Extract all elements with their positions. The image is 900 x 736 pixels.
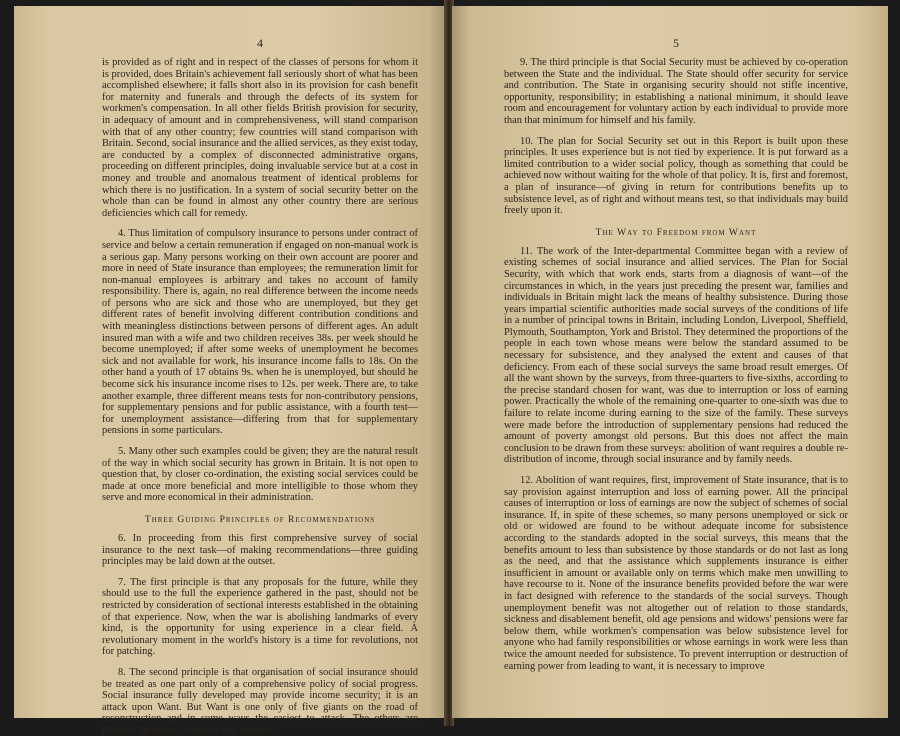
paragraph: 8. The second principle is that organisation of social insurance should be treated as one part only of a comprehensive policy of social progress. Social insurance fully developed may provide income security; it is an attack upon Want. But Want is one only of five giants on the road of reconstruction and in some ways the easiest to attack. The others are Disease, Ignorance, Squalor and Idleness. [102,666,418,736]
paragraph: 12. Abolition of want requires, first, improvement of State insurance, that is to say provision against interruption and loss of earning power. All the principal causes of interruption or loss of earnings are now the subject of schemes of social insurance. If, in spite of these schemes, so many persons unemployed or sick or old or widowed are found to be without adequate income for subsistence according to the standards adopted in the social surveys, this means that the benefits amount to less than subsistence by those standards or do not last as long as the need, and that the assistance which supplements insurance is either insufficient in amount or available only on terms which make men unwilling to have recourse to it. None of the insurance benefits provided before the war were in fact designed with reference to the standards of the social surveys. Though unemployment benefit was not altogether out of relation to those standards, sickness and disablement benefit, old age pensions and widows' pensions were far below them, while workmen's compensation was below subsistence level for anyone who had family responsibilities or whose earnings in work were less than twice the amount needed for subsistence. To prevent interruption or destruction of earning power from leading to want, it is necessary to improve [504,475,848,672]
paragraph: 11. The work of the Inter-departmental Committee began with a review of existing schemes of social insurance and allied services. The Plan for Social Security, with which that work ends, starts from a diagnosis of want—of the circumstances in which, in the years just preceding the present war, families and individuals in Britain might lack the means of healthy subsistence. During those years impartial scientific authorities made social surveys of the conditions of life in a number of principal towns in Britain, including London, Liverpool, Sheffield, Plymouth, Southampton, York and Bristol. They determined the proportions of the people in each town whose means were below the standard assumed to be necessary for subsistence, and they analysed the extent and causes of that deficiency. From each of these social surveys the same broad result emerges. Of all the want shown by the surveys, from three-quarters to five-sixths, according to the precise standard chosen for want, was due to interruption or loss of earning power. Practically the whole of the remaining one-quarter to one-sixth was due to failure to relate income during earning to the size of the family. These surveys were made before the introduction of supplementary pensions had reduced the amount of poverty amongst old persons. But this does not affect the main conclusion to be drawn from these surveys: abolition of want requires a double re-distribution of income, through social insurance and by family needs. [504,245,848,466]
page-number: 5 [673,36,679,50]
paragraph: 10. The plan for Social Security set out in this Report is built upon these principles. It uses experience but is not tied by experience. It is put forward as a limited contribution to a wider social policy, though as something that could be achieved now without waiting for the whole of that policy. It is, first and foremost, a plan of insurance—of giving in return for contributions benefits up to subsistence level, as of right and without means test, so that individuals may build freely upon it. [504,135,848,217]
paragraph: 6. In proceeding from this first comprehensive survey of social insurance to the next task—of making recommendations—three guiding principles may be laid down at the outset. [102,532,418,568]
paragraph: 7. The first principle is that any proposals for the future, while they should use to the full the experience gathered in the past, should not be restricted by consideration of sectional interests established in the obtaining of that experience. Now, when the war is abolishing landmarks of every kind, is the opportunity for using experience in a clear field. A revolutionary moment in the world's history is a time for revolutions, not for patching. [102,576,418,658]
right-page [452,6,888,718]
paragraph: 9. The third principle is that Social Security must be achieved by co-operation between the State and the individual. The State should offer security for service and contribution. The State in organising security should not stifle incentive, opportunity, responsibility; in establishing a national minimum, it should leave room and encouragement for voluntary action by each individual to provide more than that minimum for himself and his family. [504,57,848,126]
paragraph: is provided as of right and in respect of the classes of persons for whom it is provided, does Britain's achievement fall seriously short of what has been accomplished elsewhere; it falls short also in its provision for cash benefit for maternity and funerals and through the defects of its system for workmen's compensation. In all other fields British provision for security, in adequacy of amount and in comprehensiveness, will stand comparison with that of any other country; few countries will stand comparison with Britain. Second, social insurance and the allied services, as they exist today, are conducted by a complex of disconnected administrative organs, proceeding on different principles, doing invaluable service but at a cost in money and trouble and anomalous treatment of identical problems for which there is no justification. In a system of social security better on the whole than can be found in almost any other country there are serious deficiencies which call for remedy. [102,57,418,219]
paragraph: 4. Thus limitation of compulsory insurance to persons under contract of service and below a certain remuneration if engaged on non-manual work is a serious gap. Many persons working on their own account are poorer and more in need of State insurance than employees; the remuneration limit for non-manual employees is arbitrary and takes no account of family responsibility. There is, again, no real difference between the income needs of persons who are sick and those who are unemployed, but they get different rates of benefit involving different contribution conditions and with meaningless distinctions between persons of different ages. An adult insured man with a wife and two children receives 38s. per week should he become unemployed; if after some weeks of unemployment he becomes sick and not available for work, his insurance income falls to 18s. On the other hand a youth of 17 obtains 9s. when he is unemployed, but should he become sick his insurance income rises to 12s. per week. There are, to take another example, three different means tests for non-contributory pensions, for supplementary pensions and for public assistance, with a fourth test—for unemployment assistance—differing from that for supplementary pensions in some particulars. [102,228,418,437]
page-number: 4 [257,36,263,50]
section-heading: The Way to Freedom from Want [595,226,757,238]
left-page [14,6,446,736]
section-heading: Three Guiding Principles of Recommendations [144,513,376,525]
paragraph: 5. Many other such examples could be given; they are the natural result of the way in which social security has grown in Britain. It is not open to question that, by closer co-ordination, the existing social services could be made at once more beneficial and more intelligible to those whom they serve and more economical in their administration. [102,446,418,504]
